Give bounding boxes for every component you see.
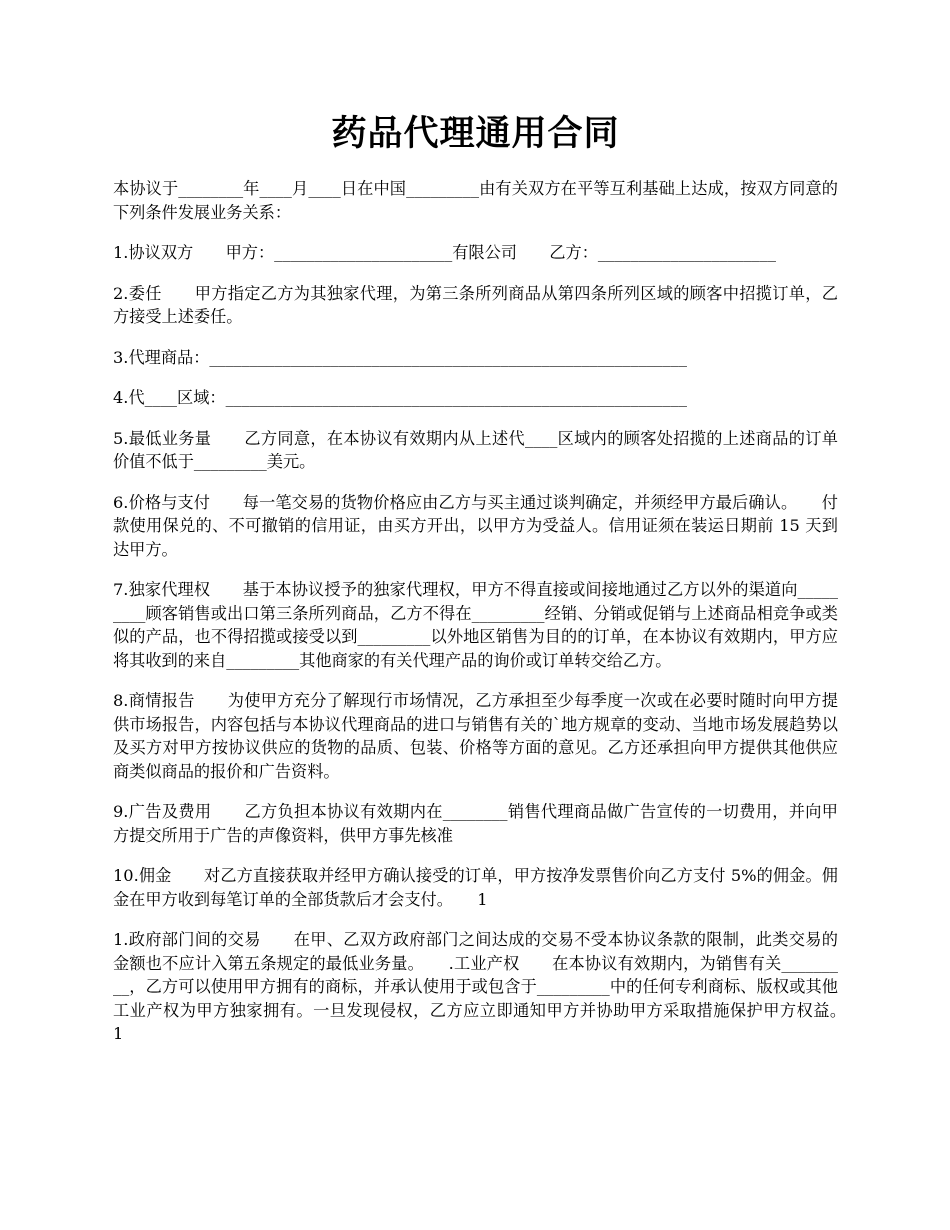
clause-territory: 4.代____区域：_________________________________________________________ [113, 388, 687, 407]
clause-exclusive-rights: 7.独家代理权 基于本协议授予的独家代理权，甲方不得直接或间接地通过乙方以外的渠道向_________顾客销售或出口第三条所列商品，乙方不得在_________经销、分销或促销与上述商品相竞争或类似的产品，也不得招揽或接受以到_________以外地区销售为目的的订单，在本协议有效期内，甲方应将其收到的来自_________其他商家的有关代理产品的询价或订单转交给乙方。 [113, 580, 838, 670]
clause-minimum-volume: 5.最低业务量 乙方同意，在本协议有效期内从上述代____区域内的顾客处招揽的上述商品的订单价值不低于_________美元。 [113, 428, 838, 471]
document-title: 药品代理通用合同 [331, 113, 620, 154]
clause-market-report: 8.商情报告 为使甲方充分了解现行市场情况，乙方承担至少每季度一次或在必要时随时向甲方提供市场报告，内容包括与本协议代理商品的进口与销售有关的`地方规章的变动、当地市场发展趋势以及买方对甲方按协议供应的货物的品质、包装、价格等方面的意见。乙方还承担向甲方提供其他供应商类似商品的报价和广告资料。 [113, 691, 838, 781]
clause-government-trade: 1.政府部门间的交易 在甲、乙双方政府部门之间达成的交易不受本协议条款的限制，此类交易的金额也不应计入第五条规定的最低业务量。 .工业产权 在本协议有效期内，为销售有关_________，乙方可以使用甲方拥有的商标，并承认使用于或包含于_________中的任何专利商标、版权或其他工业产权为甲方独家拥有。一旦发现侵权，乙方应立即通知甲方并协助甲方采取措施保护甲方权益。 1 [113, 930, 871, 1043]
clause-price-payment: 6.价格与支付 每一笔交易的货物价格应由乙方与买主通过谈判确定，并须经甲方最后确认。 付款使用保兑的、不可撤销的信用证，由买方开出，以甲方为受益人。信用证须在装运日期前 15 天到达甲方。 [113, 492, 838, 559]
clause-appointment: 2.委任 甲方指定乙方为其独家代理，为第三条所列商品从第四条所列区域的顾客中招揽订单，乙方接受上述委任。 [113, 283, 838, 326]
clause-parties: 1.协议双方 甲方：______________________有限公司 乙方：______________________ [113, 243, 776, 262]
intro-paragraph: 本协议于________年____月____日在中国_________由有关双方在平等互利基础上达成，按双方同意的下列条件发展业务关系： [113, 179, 838, 222]
clause-commission: 10.佣金 对乙方直接获取并经甲方确认接受的订单，甲方按净发票售价向乙方支付 5%的佣金。佣金在甲方收到每笔订单的全部货款后才会支付。 1 [113, 866, 838, 909]
clause-advertising: 9.广告及费用 乙方负担本协议有效期内在________销售代理商品做广告宣传的一切费用，并向甲方提交所用于广告的声像资料，供甲方事先核准 [113, 802, 838, 845]
clause-products: 3.代理商品：___________________________________________________________ [113, 347, 687, 367]
